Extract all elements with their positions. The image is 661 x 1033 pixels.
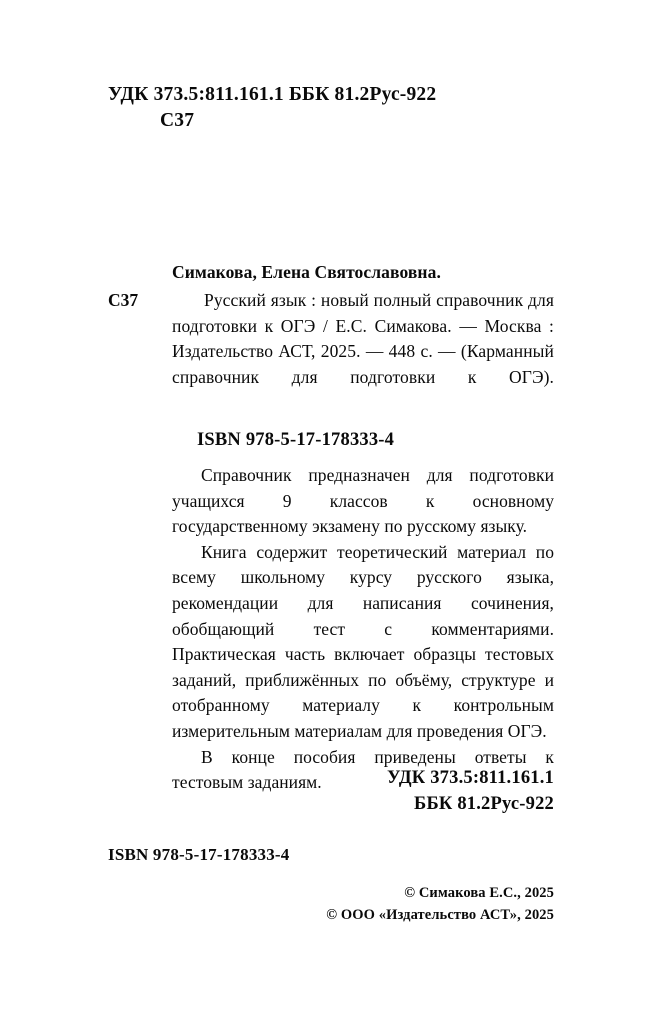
bbk-line-repeat: ББК 81.2Рус-922 bbox=[414, 794, 554, 814]
isbn-bottom: ISBN 978-5-17-178333-4 bbox=[108, 845, 290, 864]
bibliographic-author: Симакова, Елена Святославовна. bbox=[172, 262, 441, 282]
annotation-paragraph: В конце пособия приведены ответы к тестовым заданиям. bbox=[172, 746, 554, 793]
copyright-block bbox=[326, 882, 554, 926]
classification-repeat-block bbox=[387, 765, 554, 817]
annotation-paragraph: Справочник предназначен для подготовки учащихся 9 классов к основному государственному экзамену по русскому языку. bbox=[172, 465, 554, 537]
classification-block bbox=[108, 82, 436, 134]
udk-line-repeat: УДК 373.5:811.161.1 bbox=[386, 768, 554, 788]
copyright-publisher: © ООО «Издательство АСТ», 2025 bbox=[326, 907, 554, 923]
copyright-author: © Симакова Е.С., 2025 bbox=[404, 885, 554, 901]
udk-line: УДК 373.5:811.161.1 bbox=[108, 84, 284, 105]
bbk-line: ББК 81.2Рус-922 bbox=[288, 84, 437, 105]
bibliographic-sigil: С37 bbox=[108, 290, 139, 310]
isbn-primary: ISBN 978-5-17-178333-4 bbox=[197, 430, 395, 450]
annotation-block bbox=[172, 463, 554, 796]
shelf-code: С37 bbox=[160, 110, 195, 131]
bibliographic-description: Русский язык : новый полный справочник для подготовки к ОГЭ / Е.С. Симакова. — Москва : Издательство АСТ, 2025. — 448 с. — (Карманный справочник для подготовки к ОГЭ). bbox=[172, 290, 554, 387]
annotation-paragraph: Книга содержит теоретический материал по всему школьному курсу русского языка, рекомендации для написания сочинения, обобщающий тест с комментариями. Практическая часть включает образцы тестовых заданий, приближённых по объёму, структуре и отобранному материалу к контрольным измерительным материалам для проведения ОГЭ. bbox=[172, 541, 554, 741]
